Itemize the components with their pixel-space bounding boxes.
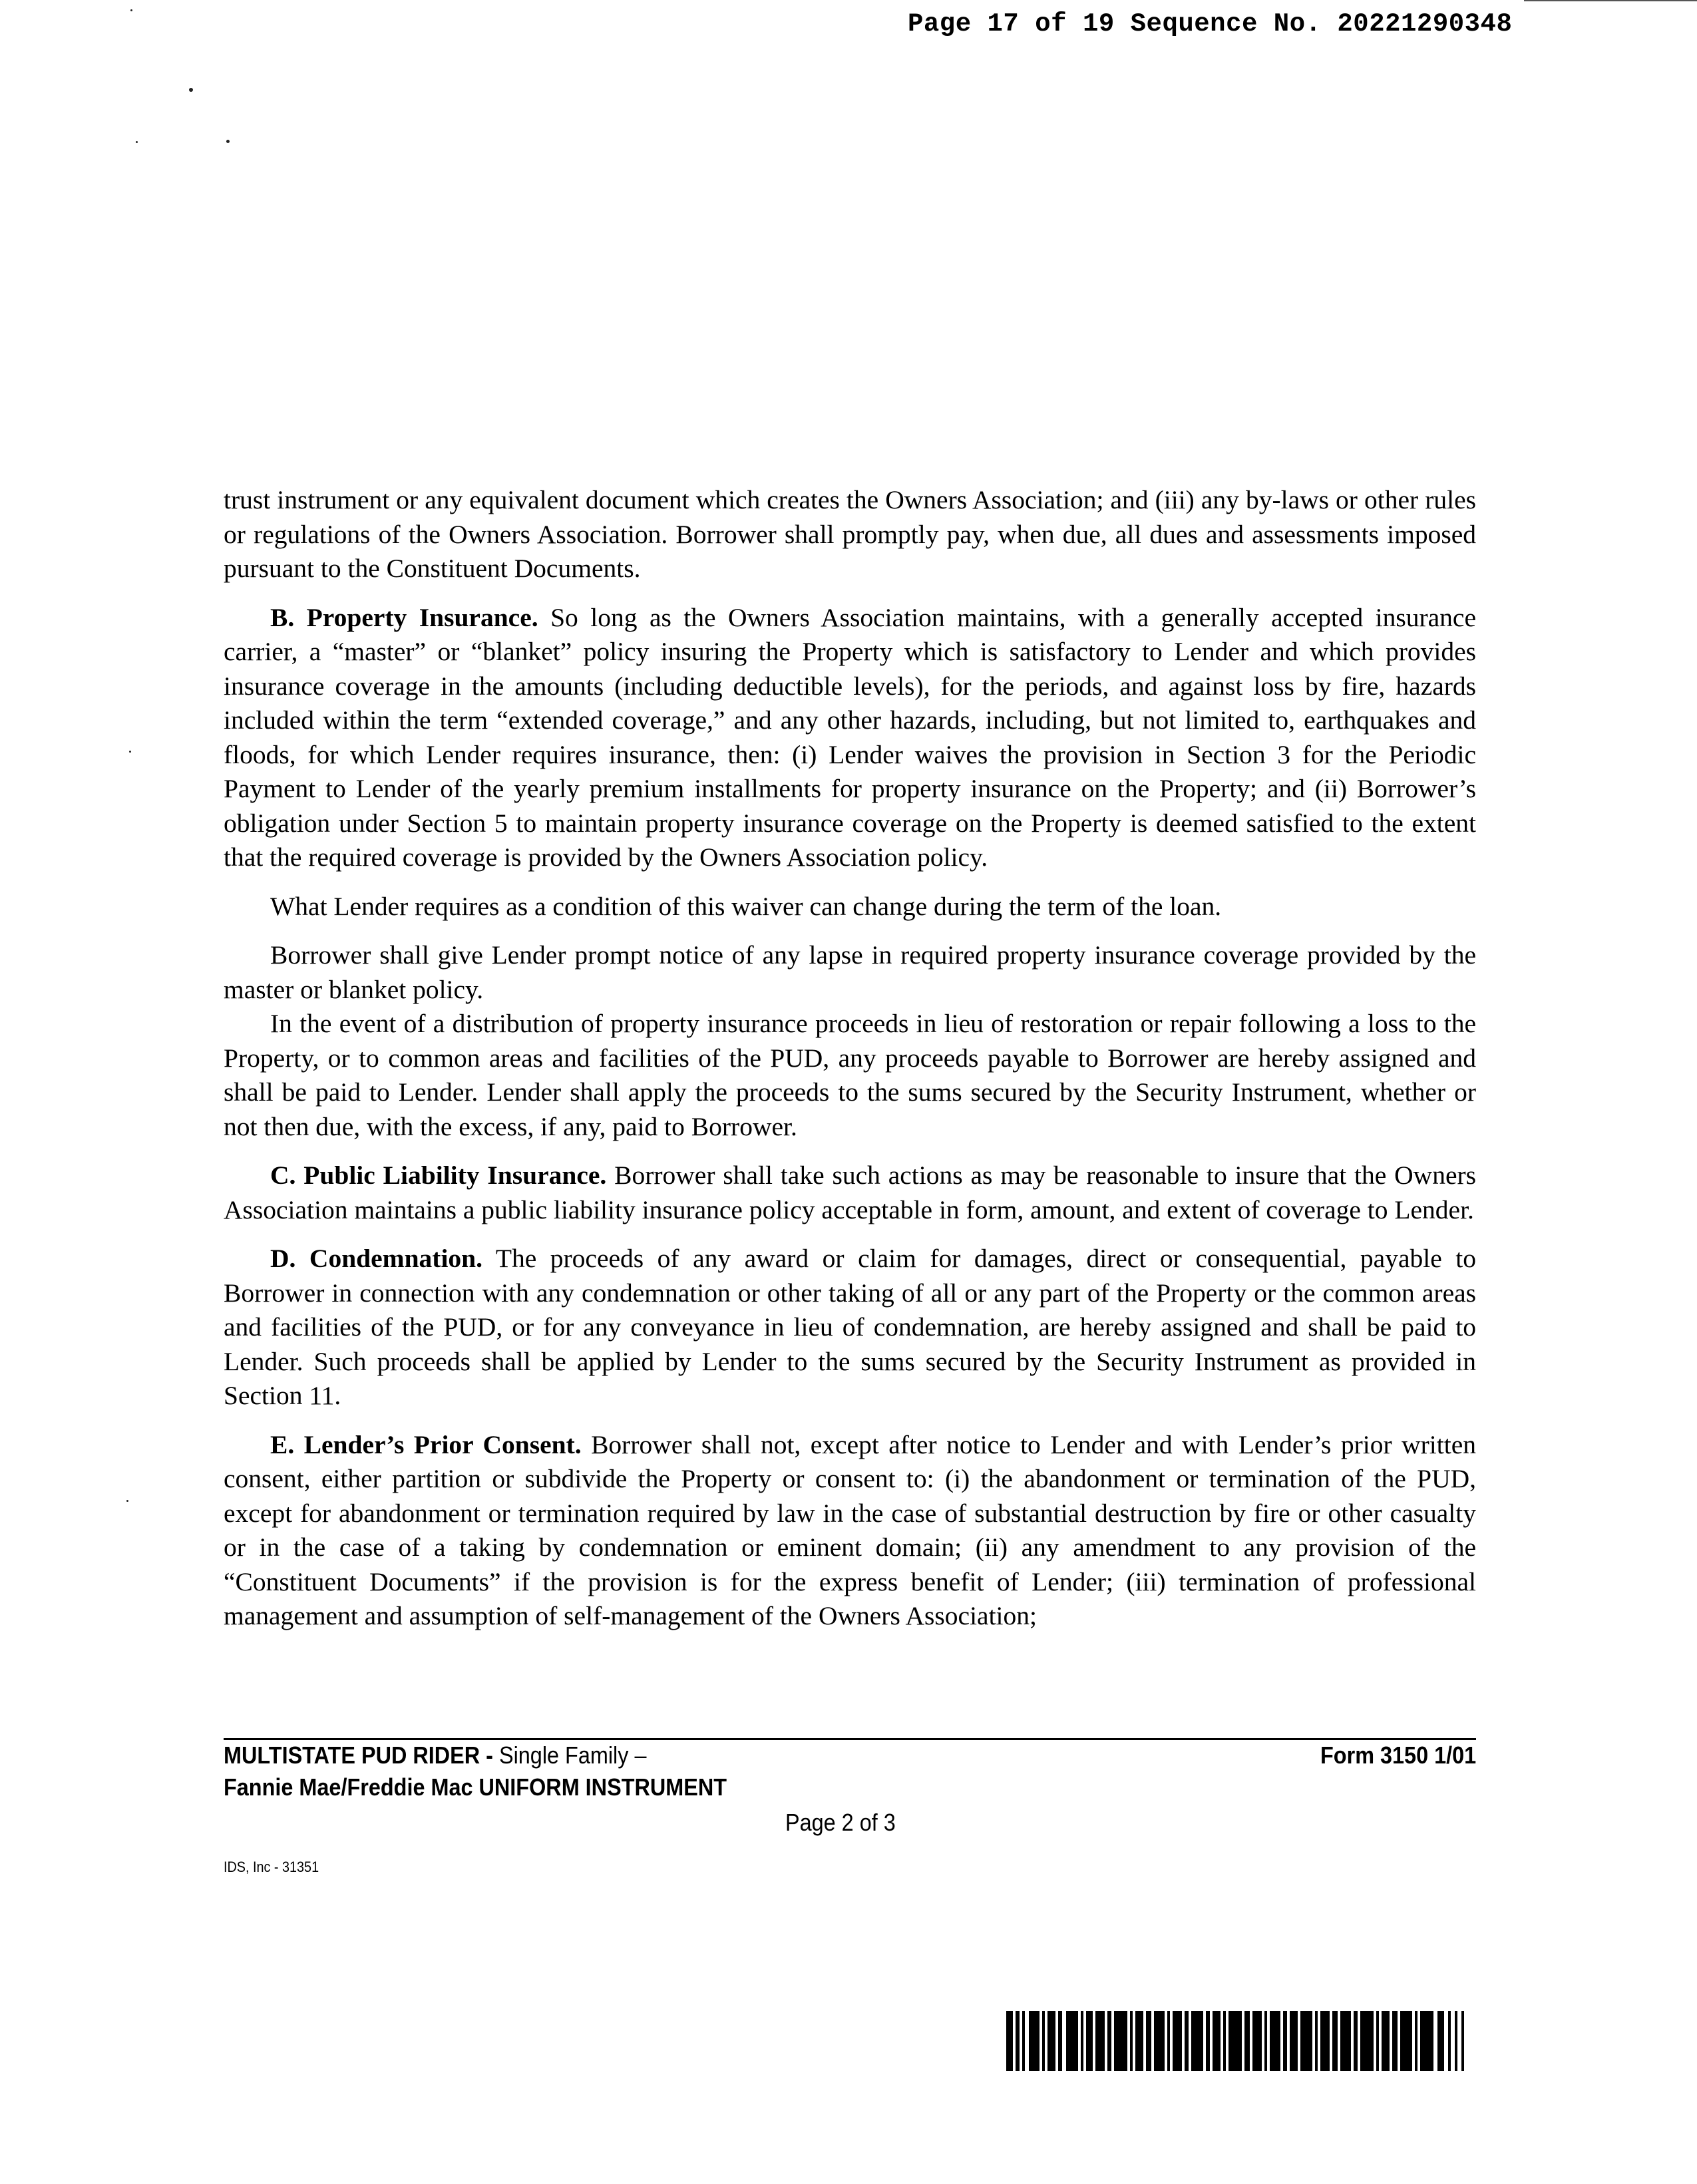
footer-subtitle-text: Fannie Mae/Freddie Mac UNIFORM INSTRUMENT (224, 1773, 727, 1801)
paragraph-condemnation (224, 1242, 1476, 1413)
scan-speck (130, 9, 132, 11)
paragraph-public-liability (224, 1159, 1476, 1227)
text-public-liability: Borrower shall take such actions as may be reasonable to insure that the Owners Association maintains a public liability insurance policy acceptable in form, amount, and extent of coverage to Lender. (224, 1161, 1477, 1224)
scan-speck (189, 88, 193, 92)
footer-title-bold: MULTISTATE PUD RIDER - (224, 1741, 493, 1769)
paragraph-waiver: What Lender requires as a condition of this waiver can change during the term of the loan. (270, 891, 1222, 921)
footer-ids-code: IDS, Inc - 31351 (224, 1859, 319, 1875)
paragraph-prior-consent (224, 1428, 1476, 1634)
footer-subtitle (224, 1771, 727, 1803)
paragraph-constituent-documents: trust instrument or any equivalent document which creates the Owners Association; and (iii) any by-laws or other rules or regulations of the Owners Association. Borrower shall promptly pay, when due, all dues and assessments imposed pursuant to the Constituent Documents. (224, 485, 1476, 583)
footer-title-rest: Single Family – (492, 1741, 647, 1769)
document-body (224, 483, 1476, 1648)
barcode-image (1006, 2011, 1467, 2071)
scan-speck (136, 141, 138, 143)
text-prior-consent: Borrower shall not, except after notice to Lender and with Lender’s prior written consent, either partition or subdivide the Property or consent to: (i) the abandonment or termination of the PUD, except for abandonment or termination required by law in the case of substantial destruction by fire or other casualty or in the case of a taking by condemnation or eminent domain; (ii) any amendment to any provision of the “Constituent Documents” if the provision is for the express benefit of Lender; (iii) termination of professional management and assumption of self-management of the Owners Association; (224, 1429, 1476, 1630)
heading-condemnation: D. Condemnation. (270, 1244, 483, 1273)
footer-title-block (224, 1739, 727, 1803)
heading-prior-consent: E. Lender’s Prior Consent. (270, 1429, 582, 1459)
footer-page-number: Page 2 of 3 (785, 1809, 896, 1836)
text-condemnation: The proceeds of any award or claim for damages, direct or consequential, payable to Borrower in connection with any condemnation or other taking of all or any part of the Property or the common areas and facilities of the PUD, or for any conveyance in lieu of condemnation, are hereby assigned and shall be paid to Lender. Such proceeds shall be applied by Lender to the sums secured by the Security Instrument as provided in Section 11. (224, 1244, 1476, 1410)
header-rule (1524, 0, 1697, 1)
heading-public-liability: C. Public Liability Insurance. (270, 1161, 607, 1190)
scan-speck (126, 1500, 128, 1502)
scan-speck (129, 751, 131, 753)
text-property-insurance: So long as the Owners Association maintains, with a generally accepted insurance carrier, a “master” or “blanket” policy insuring the Property which is satisfactory to Lender and which provides insurance coverage in the amounts (including deductible levels), for the periods, and against loss by fire, hazards included within the term “extended coverage,” and any other hazards, including, but not limited to, earthquakes and floods, for which Lender requires insurance, then: (i) Lender waives the provision in Section 3 for the Periodic Payment to Lender of the yearly premium installments for property insurance on the Property; and (ii) Borrower’s obligation under Section 5 to maintain property insurance coverage on the Property is deemed satisfied to the extent that the required coverage is provided by the Owners Association policy. (224, 602, 1476, 872)
paragraph-distribution: In the event of a distribution of property insurance proceeds in lieu of restoration or repair following a loss to the Property, or to common areas and facilities of the PUD, any proceeds payable to Borrower are hereby assigned and shall be paid to Lender. Lender shall apply the proceeds to the sums secured by the Security Instrument, whether or not then due, with the excess, if any, paid to Borrower. (224, 1009, 1476, 1141)
footer-title (224, 1739, 727, 1771)
footer-form-number: Form 3150 1/01 (1320, 1741, 1476, 1769)
heading-property-insurance: B. Property Insurance. (270, 602, 538, 632)
scan-speck (226, 140, 230, 143)
page-sequence-header: Page 17 of 19 Sequence No. 20221290348 (908, 9, 1513, 39)
paragraph-property-insurance (224, 601, 1476, 875)
paragraph-lapse-notice: Borrower shall give Lender prompt notice of any lapse in required property insurance coverage provided by the master or blanket policy. (224, 940, 1476, 1004)
